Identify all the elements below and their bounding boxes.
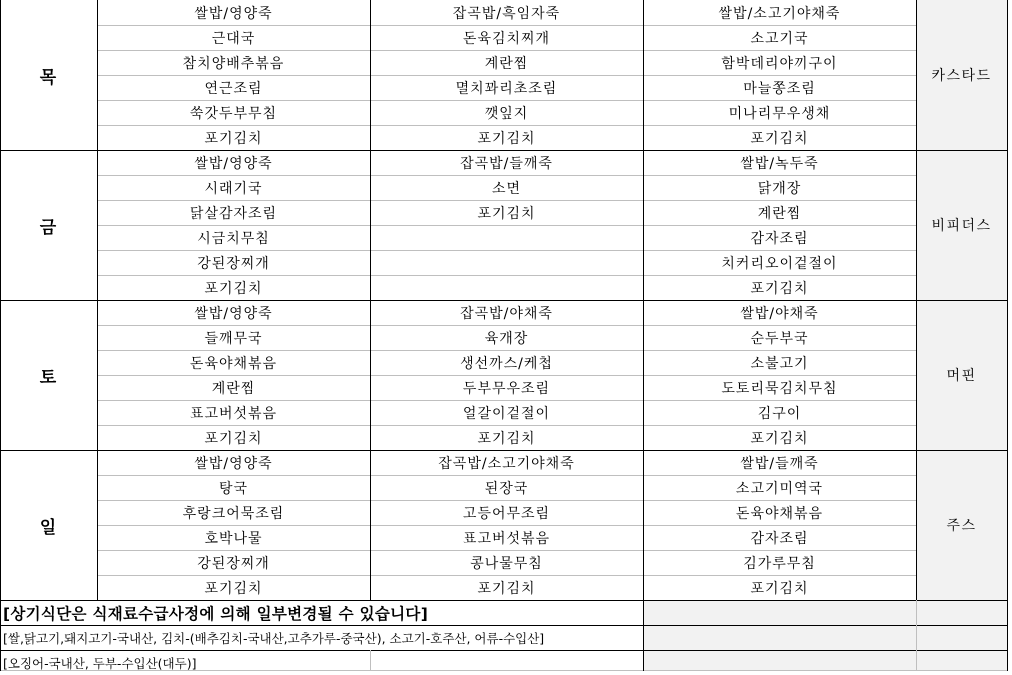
grid-line	[97, 25, 916, 26]
dinner-item: 김구이	[757, 405, 802, 422]
note-line: [쌀,닭고기,돼지고기-국내산, 김치-(배추김치-국내산,고추가루-중국산), 소고기-호주산, 어류-수입산]	[3, 630, 545, 646]
lunch-item: 포기김치	[477, 580, 536, 597]
lunch-item: 얼갈이겉절이	[462, 405, 551, 422]
grid-line	[0, 0, 1, 671]
note-separator	[0, 625, 1007, 626]
dinner-item: 닭개장	[757, 180, 802, 197]
breakfast-item: 시래기국	[204, 180, 263, 197]
note-line: [상기식단은 식재료수급사정에 의해 일부변경될 수 있습니다]	[3, 604, 429, 623]
breakfast-item: 시금치무침	[197, 230, 270, 247]
grid-line	[97, 400, 916, 401]
lunch-item: 콩나물무침	[470, 555, 543, 572]
lunch-item	[370, 225, 643, 250]
grid-line	[97, 50, 916, 51]
breakfast-item: 계란찜	[211, 380, 256, 397]
lunch-item: 두부무우조림	[462, 380, 551, 397]
day-separator	[0, 300, 1007, 301]
lunch-item: 멸치꽈리초조림	[455, 80, 558, 97]
dinner-item: 치커리오이겉절이	[721, 255, 838, 272]
grid-line	[97, 275, 916, 276]
dinner-item: 소고기국	[750, 30, 809, 47]
note-separator	[0, 600, 1007, 601]
dinner-item: 포기김치	[750, 130, 809, 147]
dinner-item: 감자조림	[750, 530, 809, 547]
lunch-item: 소면	[491, 180, 522, 197]
breakfast-item: 연근조림	[204, 80, 263, 97]
breakfast-item: 쌀밥/영양죽	[194, 5, 273, 22]
breakfast-item: 표고버섯볶음	[189, 405, 278, 422]
column-separator	[370, 0, 371, 600]
breakfast-item: 쌀밥/영양죽	[194, 155, 273, 172]
grid-line	[97, 375, 916, 376]
grid-line	[97, 125, 916, 126]
breakfast-item: 들깨무국	[204, 330, 263, 347]
note-separator	[0, 650, 1007, 651]
dinner-item: 함박데리야끼구이	[721, 55, 838, 72]
grid-line	[97, 100, 916, 101]
dinner-item: 포기김치	[750, 430, 809, 447]
grid-line	[97, 200, 916, 201]
dinner-item: 마늘쫑조림	[743, 80, 816, 97]
grid-line	[97, 325, 916, 326]
snack-item: 비피더스	[931, 218, 992, 234]
breakfast-item: 쌀밥/영양죽	[194, 455, 273, 472]
note-line: [오징어-국내산, 두부-수입산(대두)]	[3, 655, 197, 671]
lunch-item: 생선까스/케첩	[460, 355, 553, 372]
grid-line	[97, 550, 916, 551]
lunch-item: 육개장	[484, 330, 529, 347]
dinner-item: 소고기미역국	[735, 480, 824, 497]
breakfast-item: 포기김치	[204, 430, 263, 447]
dinner-item: 감자조림	[750, 230, 809, 247]
breakfast-item: 포기김치	[204, 130, 263, 147]
breakfast-item: 호박나물	[204, 530, 263, 547]
snack-item: 머핀	[946, 368, 977, 384]
lunch-item: 포기김치	[477, 205, 536, 222]
lunch-item: 포기김치	[477, 430, 536, 447]
dinner-item: 쌀밥/들깨죽	[740, 455, 819, 472]
lunch-item: 포기김치	[477, 130, 536, 147]
grid-line	[97, 525, 916, 526]
snack-item: 카스타드	[931, 68, 992, 84]
day-label: 금	[39, 217, 58, 238]
dinner-item: 순두부국	[750, 330, 809, 347]
column-separator	[1007, 0, 1008, 671]
day-separator	[0, 450, 1007, 451]
grid-line	[97, 425, 916, 426]
day-label: 목	[39, 67, 58, 88]
lunch-item: 계란찜	[484, 55, 529, 72]
dinner-item: 포기김치	[750, 580, 809, 597]
lunch-item: 잡곡밥/들깨죽	[460, 155, 553, 172]
lunch-item: 잡곡밥/흑임자죽	[452, 5, 561, 22]
grid-line	[97, 475, 916, 476]
snack-item: 주스	[946, 518, 977, 534]
lunch-item: 고등어무조림	[462, 505, 551, 522]
breakfast-item: 강된장찌개	[197, 255, 270, 272]
lunch-item	[370, 250, 643, 275]
grid-line	[97, 350, 916, 351]
breakfast-item: 쌀밥/영양죽	[194, 305, 273, 322]
breakfast-item: 탕국	[218, 480, 249, 497]
dinner-item: 쌀밥/소고기야채죽	[718, 5, 841, 22]
column-separator	[643, 0, 644, 600]
day-label: 일	[39, 517, 58, 538]
lunch-item	[370, 275, 643, 300]
grid-line	[97, 575, 916, 576]
column-separator	[916, 600, 917, 671]
dinner-item: 돈육야채볶음	[735, 505, 824, 522]
dinner-item: 김가루무침	[743, 555, 816, 572]
dinner-item: 쌀밥/야채죽	[740, 305, 819, 322]
lunch-item: 잡곡밥/야채죽	[460, 305, 553, 322]
lunch-item: 돈육김치찌개	[462, 30, 551, 47]
breakfast-item: 포기김치	[204, 280, 263, 297]
side-column-shade	[643, 600, 1007, 671]
dinner-item: 포기김치	[750, 280, 809, 297]
breakfast-item: 후랑크어묵조림	[182, 505, 285, 522]
breakfast-item: 닭살감자조림	[189, 205, 278, 222]
dinner-item: 계란찜	[757, 205, 802, 222]
breakfast-item: 쑥갓두부무침	[189, 105, 278, 122]
day-label: 토	[39, 367, 58, 388]
column-separator	[97, 0, 98, 600]
breakfast-item: 강된장찌개	[197, 555, 270, 572]
dinner-item: 소불고기	[750, 355, 809, 372]
lunch-item: 된장국	[484, 480, 529, 497]
grid-line	[97, 225, 916, 226]
dinner-item: 쌀밥/녹두죽	[740, 155, 819, 172]
dinner-item: 도토리묵김치무침	[721, 380, 838, 397]
breakfast-item: 돈육야채볶음	[189, 355, 278, 372]
grid-line	[97, 250, 916, 251]
column-separator	[370, 650, 371, 671]
lunch-item: 잡곡밥/소고기야채죽	[438, 455, 575, 472]
grid-line	[97, 500, 916, 501]
breakfast-item: 포기김치	[204, 580, 263, 597]
breakfast-item: 참치양배추볶음	[182, 55, 285, 72]
column-separator	[643, 600, 644, 671]
lunch-item: 깻잎지	[484, 105, 529, 122]
dinner-item: 미나리무우생채	[728, 105, 831, 122]
lunch-item: 표고버섯볶음	[462, 530, 551, 547]
grid-line	[97, 75, 916, 76]
grid-line	[97, 175, 916, 176]
breakfast-item: 근대국	[211, 30, 256, 47]
day-separator	[0, 150, 1007, 151]
column-separator	[916, 0, 917, 600]
